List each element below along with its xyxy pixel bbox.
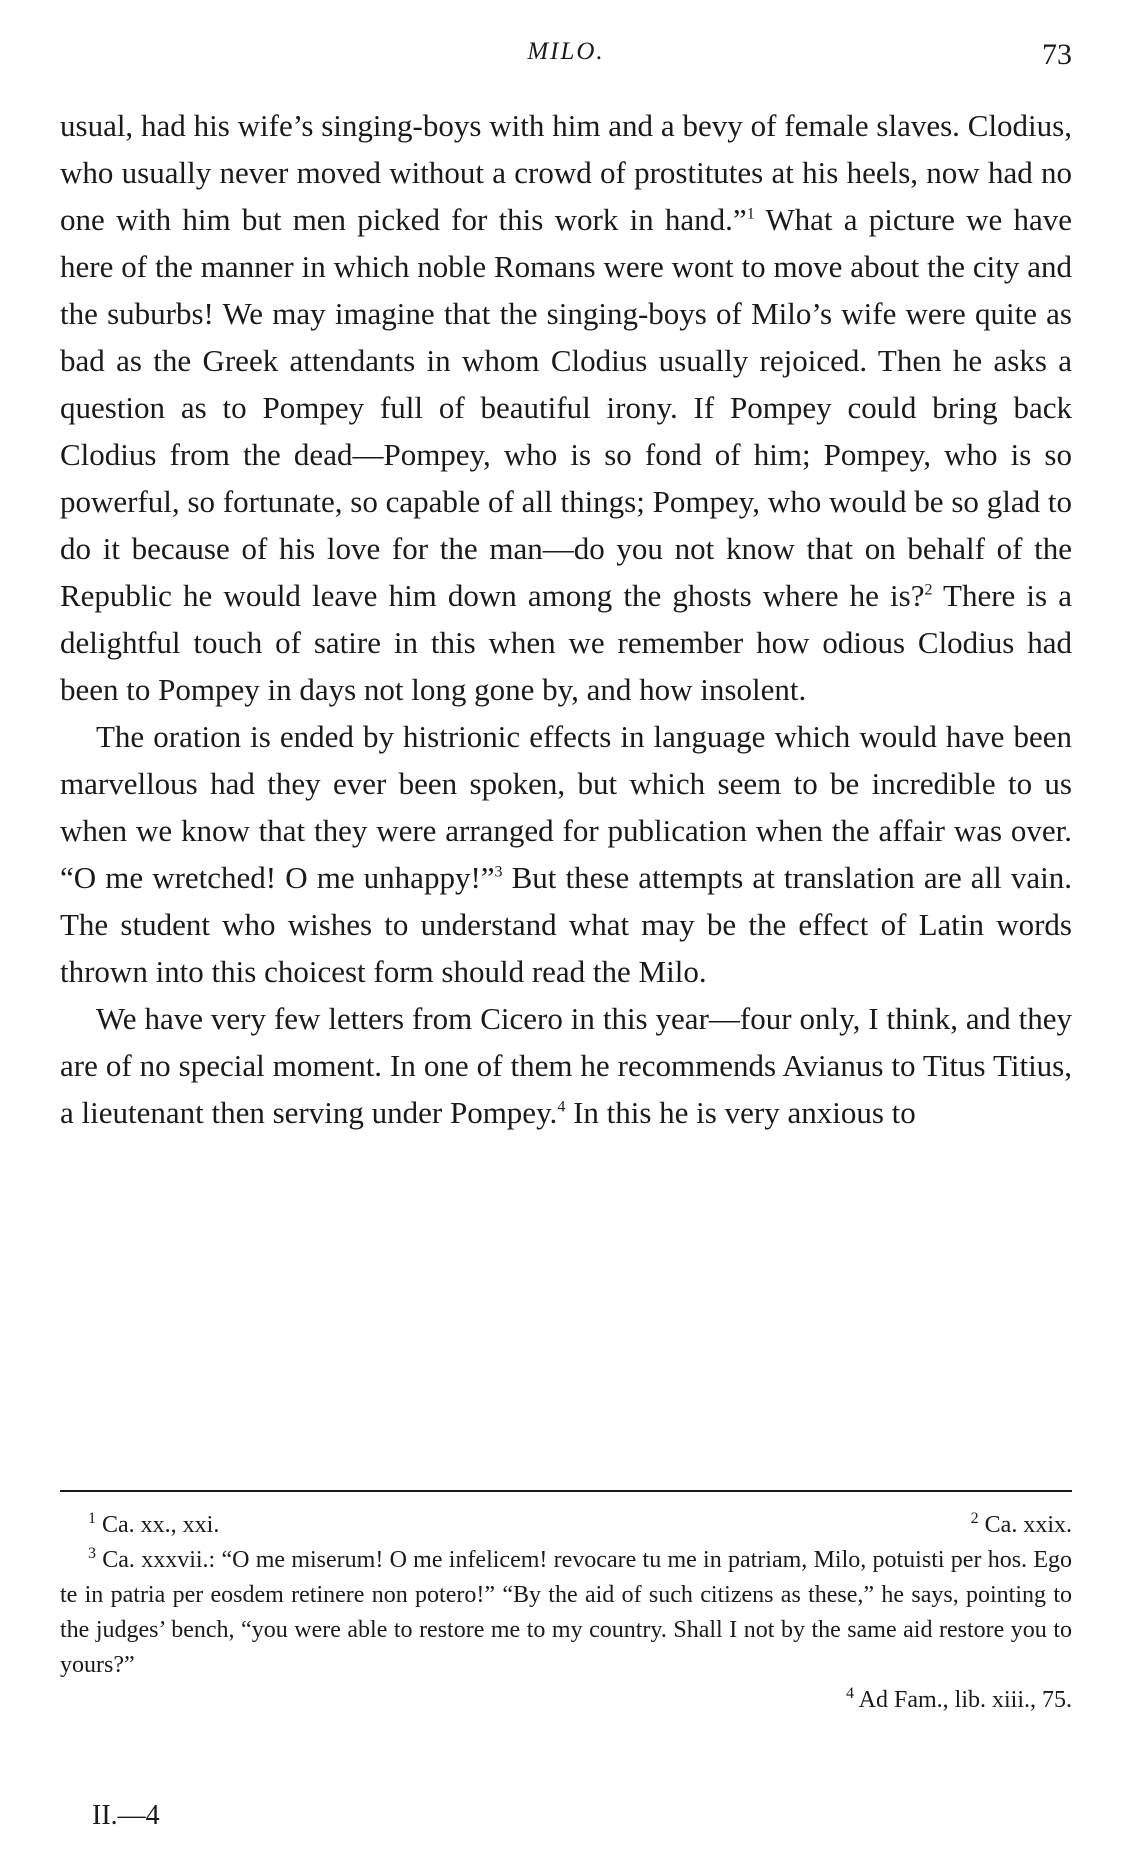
running-title: MILO.	[527, 38, 605, 65]
footnote-4-mark: 4	[845, 1685, 854, 1702]
paragraph-2	[60, 713, 1072, 995]
paragraph-1-text-b: What a picture we have here of the manner in which noble Romans were wont to move about the city and the suburbs! We may imagine that the singing-boys of Milo’s wife were quite as bad as the Greek attendants in whom Clodius usually rejoiced. Then he asks a question as to Pompey full of beautiful irony. If Pompey could bring back Clodius from the dead—Pompey, who is so fond of him; Pompey, who is so powerful, so fortunate, so capable of all things; Pompey, who would be so glad to do it because of his love for the man—do you not know that on behalf of the Republic he would leave him down among the ghosts where he is?	[60, 202, 1072, 613]
paragraph-1-text-c: There is a delightful touch of satire in this when we remember how odious Clodius had been to Pompey in days not long gone by, and how insolent.	[60, 578, 1072, 707]
footnote-ref-1: 1	[746, 205, 755, 223]
footnote-3-text: Ca. xxxvii.: “O me miserum! O me infelicem! revocare tu me in patriam, Milo, potuisti per hos. Ego te in patria per eosdem retinere non potero!” “By the aid of such citizens as these,” he says, pointing to the judges’ bench, “you were able to restore me to my country. Shall I not by the same aid restore you to yours?”	[60, 1547, 1072, 1678]
signature-mark: II.—4	[92, 1800, 160, 1831]
paragraph-1	[60, 102, 1072, 713]
footnote-2-text: Ca. xxix.	[978, 1512, 1072, 1538]
page-number: 73	[1042, 38, 1072, 71]
paragraph-2-text-a: The oration is ended by histrionic effects in language which would have been marvellous had they ever been spoken, but which seem to be incredible to us when we know that they were arranged for publication when the affair was over. “O me wretched! O me unhappy!”	[60, 719, 1072, 895]
footnote-3-mark: 3	[88, 1545, 96, 1562]
paragraph-1-text-a: usual, had his wife’s singing-boys with him and a bevy of female slaves. Clodius, who usually never moved without a crowd of prostitutes at his heels, now had no one with him but men picked for this work in hand.”	[60, 108, 1072, 237]
footnote-3	[60, 1543, 1072, 1683]
footnote-2	[971, 1508, 1072, 1543]
footnote-1-mark: 1	[88, 1510, 96, 1527]
running-head	[60, 38, 1072, 78]
footnote-rule	[60, 1490, 1072, 1492]
paragraph-3-text-b: In this he is very anxious to	[565, 1095, 916, 1130]
footnote-ref-2: 2	[924, 581, 933, 599]
footnote-1	[60, 1508, 219, 1543]
footnote-ref-4: 4	[557, 1098, 566, 1116]
footnote-row-1-2	[60, 1508, 1072, 1543]
footnote-2-mark: 2	[970, 1510, 979, 1527]
footnote-1-text: Ca. xx., xxi.	[96, 1512, 220, 1538]
footnote-4-text: Ad Fam., lib. xiii., 75.	[853, 1687, 1072, 1713]
paragraph-3-text-a: We have very few letters from Cicero in this year—four only, I think, and they are of no special moment. In one of them he recommends Avianus to Titus Titius, a lieutenant then serving under Pompey.	[60, 1001, 1072, 1130]
footnote-4	[846, 1683, 1072, 1718]
footnotes	[60, 1508, 1072, 1718]
paragraph-3	[60, 995, 1072, 1136]
paragraph-2-text-b: But these attempts at translation are all vain. The student who wishes to understand what may be the effect of Latin words thrown into this choicest form should read the Milo.	[60, 860, 1072, 989]
body-text	[60, 102, 1072, 1136]
footnote-row-4	[60, 1683, 1072, 1718]
footnote-ref-3: 3	[494, 863, 503, 881]
